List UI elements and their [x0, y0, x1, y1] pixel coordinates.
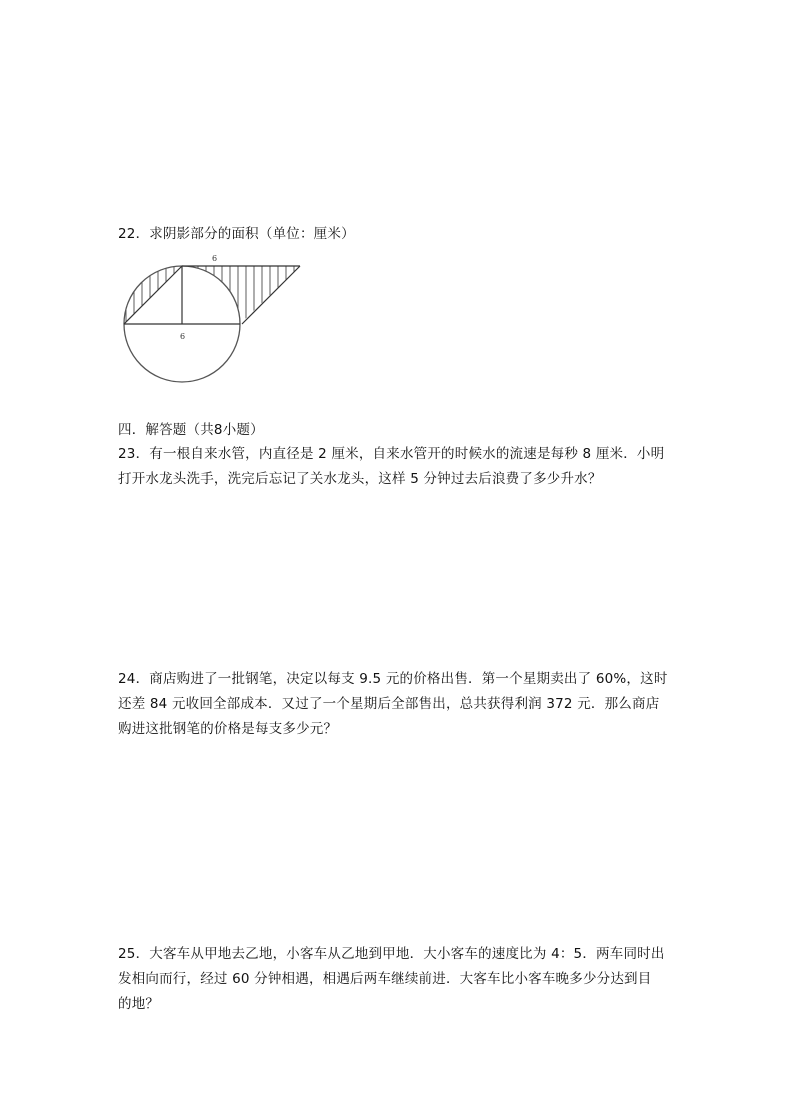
- question-23-line-1: 23．有一根自来水管，内直径是 2 厘米，自来水管开的时候水的流速是每秒 8 厘米．小明: [118, 446, 665, 462]
- question-25-line-3: 的地？: [118, 996, 160, 1012]
- question-25-line-1: 25．大客车从甲地去乙地，小客车从乙地到甲地．大小客车的速度比为 4：5．两车同时出: [118, 946, 665, 962]
- circle-diagram: [118, 250, 308, 390]
- section-heading: 四．解答题（共8小题）: [118, 422, 264, 438]
- right-slant-line: [242, 266, 300, 324]
- question-24-line-3: 购进这批钢笔的价格是每支多少元？: [118, 721, 338, 737]
- left-slant-line: [124, 266, 182, 324]
- diameter-length-label: 6: [180, 332, 186, 341]
- question-25-line-2: 发相向而行，经过 60 分钟相遇，相遇后两车继续前进．大客车比小客车晚多少分达到目: [118, 971, 652, 987]
- question-22-prompt: 22．求阴影部分的面积（单位：厘米）: [118, 226, 355, 242]
- question-23-line-2: 打开水龙头洗手，洗完后忘记了关水龙头，这样 5 分钟过去后浪费了多少升水？: [118, 471, 602, 487]
- top-length-label: 6: [212, 254, 218, 263]
- question-24-line-2: 还差 84 元收回全部成本．又过了一个星期后全部售出，总共获得利润 372 元．那么商店: [118, 696, 660, 712]
- question-24-line-1: 24．商店购进了一批钢笔，决定以每支 9.5 元的价格出售．第一个星期卖出了 60%，这时: [118, 671, 668, 687]
- shaded-area-figure: [118, 250, 308, 390]
